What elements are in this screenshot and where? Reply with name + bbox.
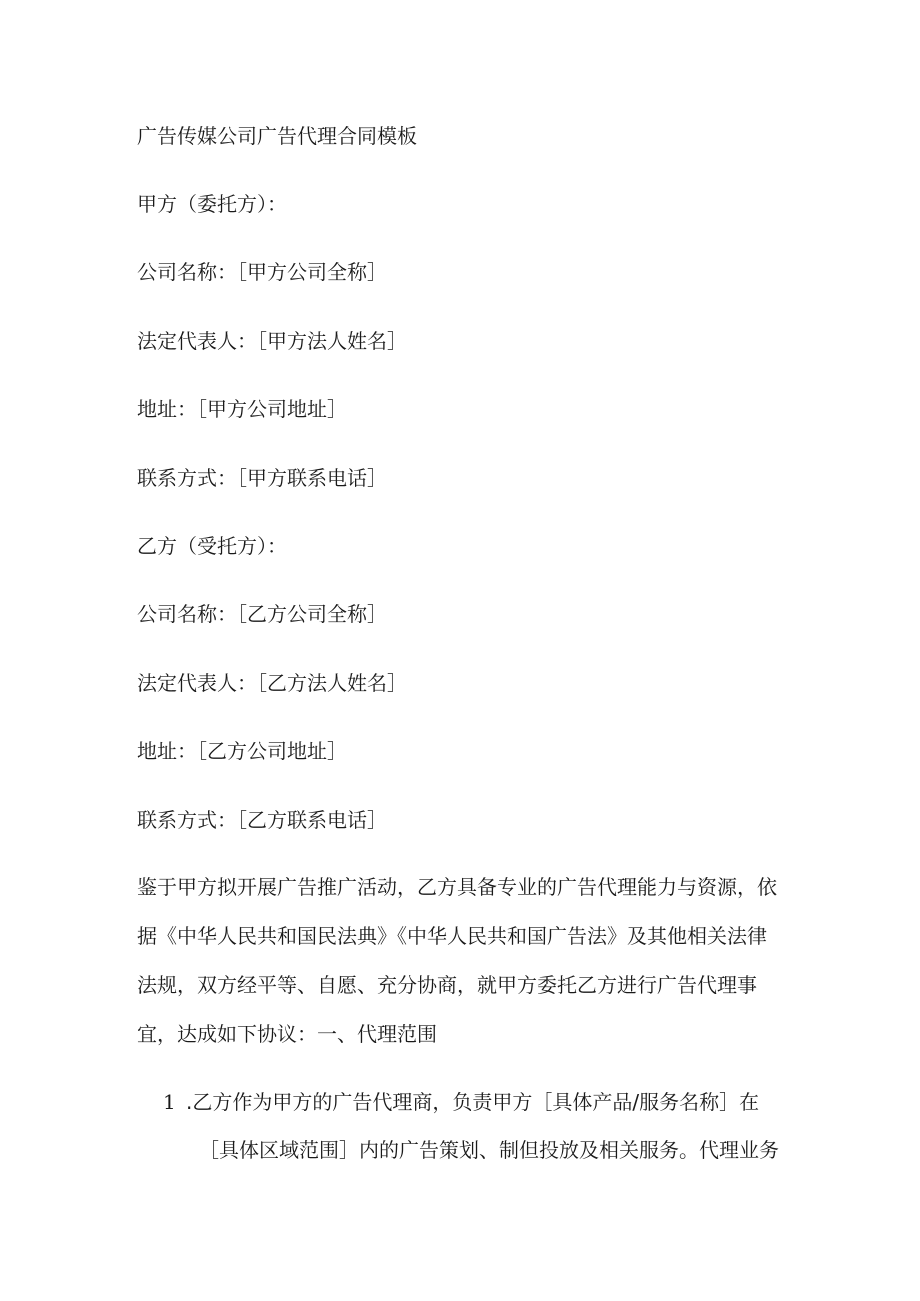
party-b-contact: 联系方式：［乙方联系电话］ — [137, 808, 387, 832]
party-a-representative: 法定代表人：［甲方法人姓名］ — [137, 329, 407, 353]
clause-number: 1 — [163, 1090, 176, 1114]
party-a-company: 公司名称：［甲方公司全称］ — [137, 260, 387, 284]
clause-1-line-2: ［具体区域范围］内的广告策划、制但投放及相关服务。代理业务 — [199, 1138, 779, 1162]
party-a-contact: 联系方式：［甲方联系电话］ — [137, 466, 387, 490]
preamble-line: 法规，双方经平等、自愿、充分协商，就甲方委托乙方进行广告代理事 — [137, 973, 757, 997]
document-title: 广告传媒公司广告代理合同模板 — [137, 124, 417, 148]
preamble-paragraph — [137, 863, 787, 1059]
preamble-line: 据《中华人民共和国民法典》《中华人民共和国广告法》及其他相关法律 — [137, 924, 767, 948]
party-b-heading: 乙方（受托方）： — [137, 534, 287, 558]
party-b-representative: 法定代表人：［乙方法人姓名］ — [137, 671, 407, 695]
preamble-line: 宜，达成如下协议：一、代理范围 — [137, 1022, 437, 1046]
party-a-heading: 甲方（委托方）： — [137, 192, 287, 216]
party-b-address: 地址：［乙方公司地址］ — [137, 739, 347, 763]
party-a-address: 地址：［甲方公司地址］ — [137, 397, 347, 421]
party-b-company: 公司名称：［乙方公司全称］ — [137, 602, 387, 626]
clause-1-line-1: .乙方作为甲方的广告代理商，负责甲方［具体产品/服务名称］在 — [186, 1090, 760, 1114]
preamble-line: 鉴于甲方拟开展广告推广活动，乙方具备专业的广告代理能力与资源，依 — [137, 875, 777, 899]
